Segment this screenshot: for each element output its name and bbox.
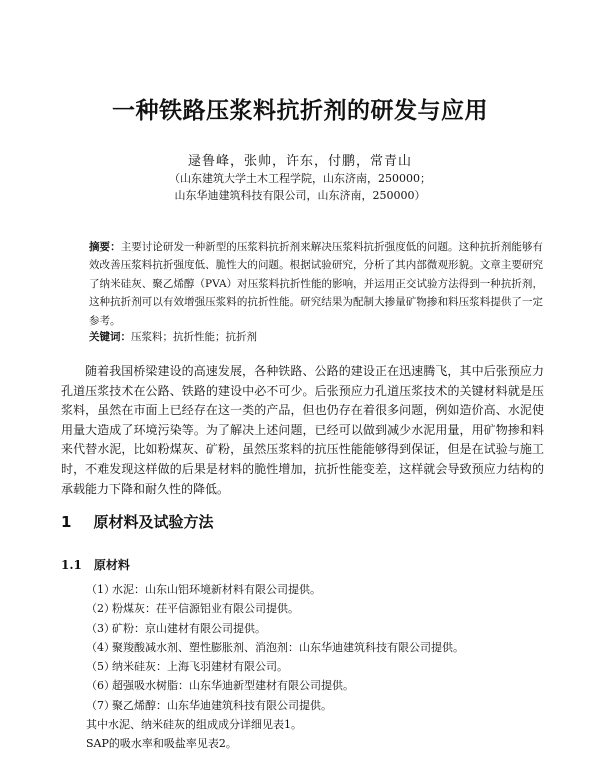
keywords-label: 关键词：: [89, 331, 131, 343]
author-list: 逯鲁峰，张帅，许东，付鹏，常青山: [187, 154, 412, 169]
subsection-title-text: 原材料: [93, 558, 130, 572]
list-item: [86, 580, 556, 599]
affiliation-line-1: （山东建筑大学土木工程学院，山东济南，250000；: [169, 172, 431, 185]
list-item: [86, 638, 556, 657]
list-item-index: （3）: [86, 621, 115, 635]
list-item-text: 聚乙烯醇：山东华迪建筑科技有限公司提供。: [112, 698, 332, 712]
list-item-text: 聚羧酸减水剂、塑性膨胀剂、消泡剂：山东华迪建筑科技有限公司提供。: [112, 640, 464, 654]
list-item-index: （5）: [86, 660, 115, 674]
list-item-text: 纳米硅灰：上海飞羽建材有限公司。: [112, 660, 288, 674]
intro-paragraph: 随着我国桥梁建设的高速发展，各种铁路、公路的建设正在迅速腾飞，其中后张预应力孔道压浆技术在公路、铁路的建设中必不可少。后张预应力孔道压浆技术的关键材料就是压浆料，虽然在市面上已经存在这一类的产品，但也仍存在着很多问题，例如造价高、水泥使用量大造成了环境污染等。为了解决上述问题，已经可以做到减少水泥用量，用矿物掺和料来代替水泥，比如粉煤灰、矿粉，虽然压浆料的抗压性能能够得到保证，但是在试验与施工时，不难发现这样做的后果是材料的脆性增加，抗折性能变差，这样就会导致预应力结构的承载能力下降和耐久性的降低。: [61, 364, 544, 496]
list-item-index: （6）: [86, 679, 115, 693]
keywords: [89, 329, 543, 344]
list-item-text: 矿粉：京山建材有限公司提供。: [112, 621, 266, 635]
affiliation-line-2: 山东华迪建筑科技有限公司，山东济南，250000）: [174, 189, 426, 202]
list-item-text: 超强吸水树脂：山东华迪新型建材有限公司提供。: [112, 679, 354, 693]
abstract-label: 摘要：: [89, 241, 121, 253]
list-item-text: 水泥：山东山铝环境新材料有限公司提供。: [112, 583, 321, 596]
list-item: [86, 657, 556, 676]
list-item-index: （2）: [86, 602, 115, 616]
section-heading: [61, 511, 213, 532]
list-item: [86, 619, 556, 638]
subsection-heading: [61, 556, 130, 573]
list-item: [86, 676, 556, 695]
materials-list: [86, 580, 556, 715]
list-item-index: （1）: [86, 583, 115, 596]
abstract: [89, 238, 543, 330]
list-item: [86, 599, 556, 618]
section-title-text: 原材料及试验方法: [93, 513, 214, 531]
notes: [86, 715, 556, 753]
note-table-1: 其中水泥、纳米硅灰的组成成分详细见表1。: [86, 718, 302, 731]
list-item-text: 粉煤灰：茌平信源铝业有限公司提供。: [112, 602, 299, 616]
abstract-text: 主要讨论研发一种新型的压浆料抗折剂来解决压浆料抗折强度低的问题。这种抗折剂能够有效改善压浆料抗折强度低、脆性大的问题。根据试验研究，分析了其内部微观形貌。文章主要研究了纳米硅灰、聚乙烯醇（PVA）对压浆料抗折性能的影响，并运用正交试验方法得到一种抗折剂，这种抗折剂可以有效增强压浆料的抗折性能。研究结果为配制大掺量矿物掺和料压浆料提供了一定参考。: [89, 241, 544, 327]
note-table-2: SAP的吸水率和吸盐率见表2。: [86, 737, 237, 750]
paper-title: 一种铁路压浆料抗折剂的研发与应用: [112, 98, 488, 124]
keywords-text: 压浆料；抗折性能；抗折剂: [131, 331, 257, 343]
list-item-index: （7）: [86, 698, 115, 712]
subsection-number: 1.1: [61, 558, 82, 572]
list-item-index: （4）: [86, 640, 115, 654]
section-number: 1: [61, 513, 72, 531]
list-item: [86, 696, 556, 715]
